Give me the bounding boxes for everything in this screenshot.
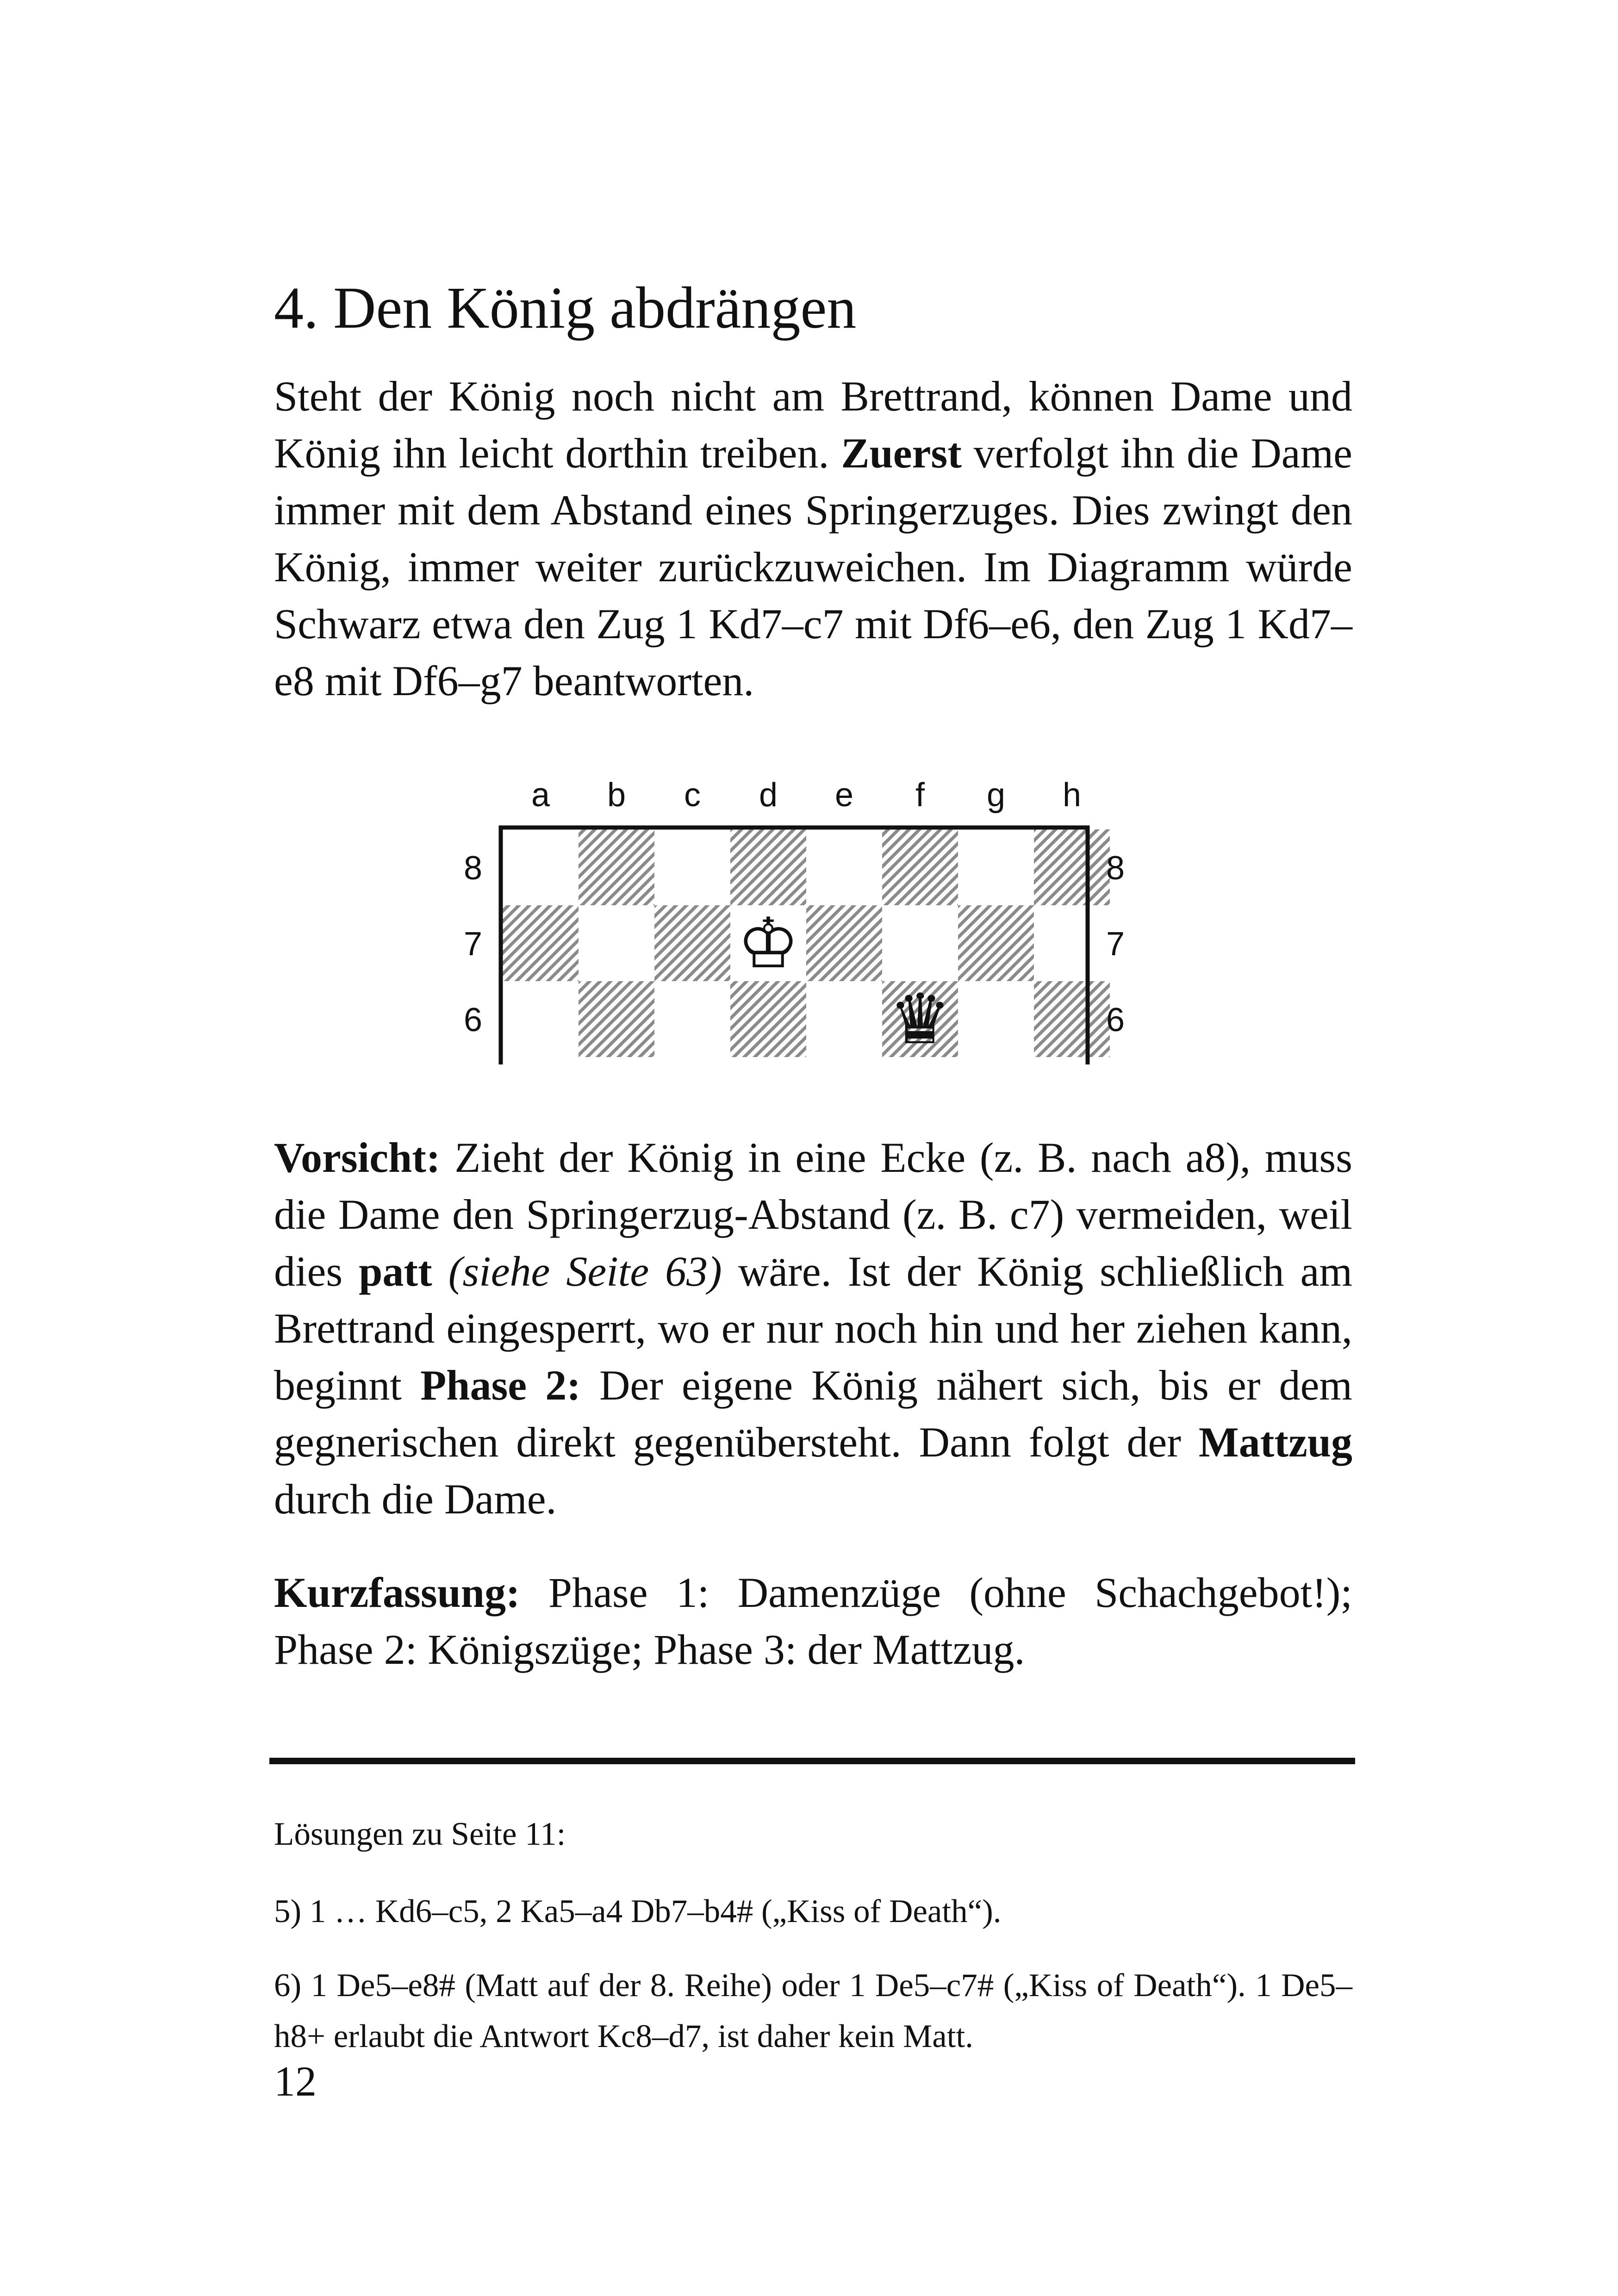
square-a8 xyxy=(503,829,579,905)
text: verfolgt ihn die Dame immer mit dem Abstand eines Springerzuges. Dies zwingt den König, immer weiter zurückzuweichen. Im Diagramm würde Schwarz etwa den Zug 1 Kd7–c7 mit Df6–e6, den Zug 1 Kd7–e8 mit Df6–g7 beantworten. xyxy=(274,429,1353,704)
text: durch die Dame. xyxy=(274,1475,557,1523)
footnote-heading: Lösungen zu Seite 11: xyxy=(274,1816,566,1852)
square-b8 xyxy=(579,829,654,905)
file-label-h: h xyxy=(1062,777,1082,814)
square-e6 xyxy=(806,981,882,1057)
text: Phase 1: Damenzüge (ohne Schachgebot!); Phase 2: Königszüge; Phase 3: der Mattzug. xyxy=(274,1569,1352,1673)
bold-text: Kurzfassung: xyxy=(274,1569,520,1616)
bold-text: Mattzug xyxy=(1198,1419,1352,1466)
footnote-item: 6) 1 De5–e8# (Matt auf der 8. Reihe) oder 1 De5–c7# („Kiss of Death“). 1 De5–h8+ erlaubt die Antwort Kc8–d7, ist daher kein Matt. xyxy=(274,1967,1352,2054)
bold-text: Phase 2: xyxy=(420,1362,581,1409)
italic-reference: (siehe Seite 63) xyxy=(448,1248,722,1295)
rank-label-left-6: 6 xyxy=(463,1002,483,1039)
rank-label-left-8: 8 xyxy=(463,850,483,887)
square-h8 xyxy=(1034,829,1110,905)
square-e8 xyxy=(806,829,882,905)
square-g7 xyxy=(958,905,1034,981)
paragraph-intro xyxy=(274,368,1352,709)
board-squares xyxy=(503,829,1110,1057)
text: wäre. Ist der König schließlich am Brettrand eingesperrt, wo er nur noch hin und her ziehen kann, beginnt xyxy=(274,1248,1353,1409)
file-label-f: f xyxy=(915,777,925,814)
square-b7 xyxy=(579,905,654,981)
square-h7 xyxy=(1034,905,1110,981)
square-c7 xyxy=(654,905,730,981)
square-d6 xyxy=(730,981,806,1057)
square-g6 xyxy=(958,981,1034,1057)
rank-label-right-7: 7 xyxy=(1106,926,1125,963)
page-number: 12 xyxy=(274,2058,317,2105)
square-a7 xyxy=(503,905,579,981)
white-king-icon: ♔ xyxy=(737,903,800,984)
text: Der eigene König nähert sich, bis er dem gegnerischen direkt gegenübersteht. Dann folgt der xyxy=(274,1362,1352,1466)
black-queen-icon: ♛ xyxy=(889,979,952,1060)
paragraph-caution xyxy=(274,1129,1352,1528)
square-d8 xyxy=(730,829,806,905)
square-c6 xyxy=(654,981,730,1057)
square-e7 xyxy=(806,905,882,981)
square-f7 xyxy=(882,905,958,981)
file-label-e: e xyxy=(834,777,854,814)
file-label-g: g xyxy=(986,777,1006,814)
footnote-item: 5) 1 … Kd6–c5, 2 Ka5–a4 Db7–b4# („Kiss of Death“). xyxy=(274,1893,1002,1929)
square-a6 xyxy=(503,981,579,1057)
file-label-a: a xyxy=(531,777,550,814)
file-label-d: d xyxy=(759,777,778,814)
square-c8 xyxy=(654,829,730,905)
chess-diagram xyxy=(444,768,1162,1074)
file-label-c: c xyxy=(684,777,701,814)
rank-label-left-7: 7 xyxy=(463,926,483,963)
bold-text: Vorsicht: xyxy=(274,1134,441,1181)
bold-text: Zuerst xyxy=(841,429,962,477)
square-h6 xyxy=(1034,981,1110,1057)
square-g8 xyxy=(958,829,1034,905)
paragraph-summary xyxy=(274,1564,1352,1678)
file-label-b: b xyxy=(607,777,626,814)
page-title: 4. Den König abdrängen xyxy=(274,275,857,341)
square-f8 xyxy=(882,829,958,905)
rank-label-right-6: 6 xyxy=(1106,1002,1125,1039)
rank-label-right-8: 8 xyxy=(1106,850,1125,887)
square-b6 xyxy=(579,981,654,1057)
bold-text: patt xyxy=(359,1248,432,1295)
footnote-divider xyxy=(269,1758,1355,1764)
text: Steht der König noch nicht am Brettrand, können Dame und König ihn leicht dorthin treiben. xyxy=(274,373,1352,477)
text: Zieht der König in eine Ecke (z. B. nach a8), muss die Dame den Springerzug-Abstand (z. B. c7) vermeiden, weil dies xyxy=(274,1134,1352,1295)
